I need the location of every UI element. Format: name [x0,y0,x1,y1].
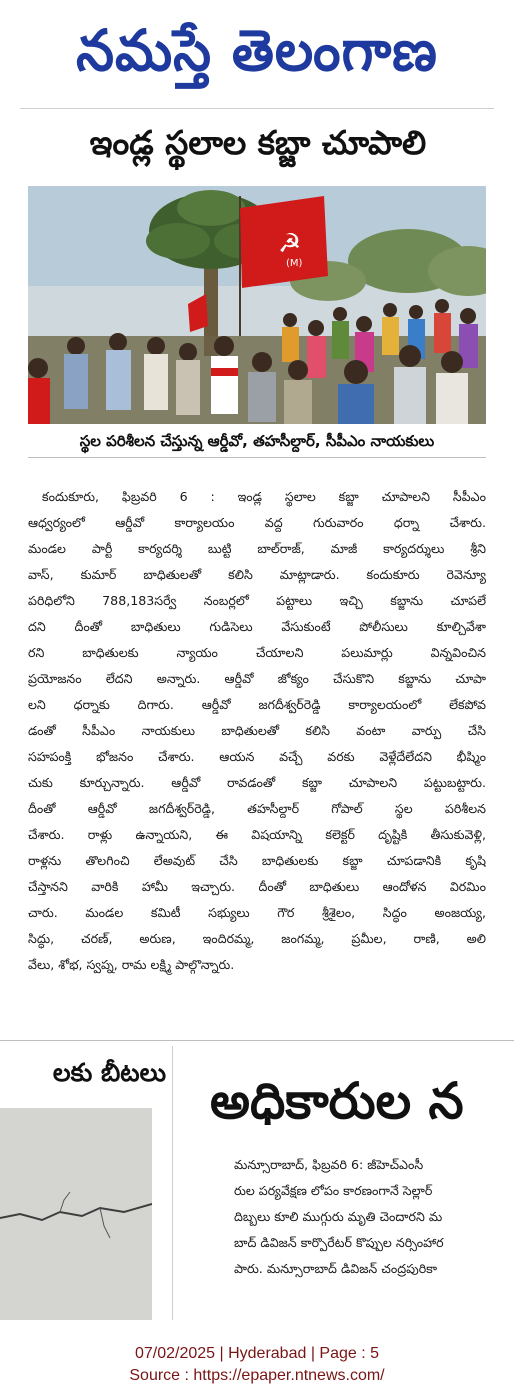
newspaper-title: నమస్తే తెలంగాణ [76,16,438,84]
article-line: చుకు కూర్చున్నారు. ఆర్డీవో రావడంతో కబ్జా చూపాలని పట్టుబట్టారు. [28,775,486,790]
main-headline: ఇండ్ల స్థలాల కబ్జా చూపాలి [89,122,427,162]
cracked-wall-photo [0,1108,152,1320]
article-line: సిద్ధు, చరణ్, అరుణ, ఇందిరమ్మ, జంగమ్మ, ప్రమీల, రాణి, అలి [28,931,486,946]
article-line: చేస్తానని వారికి హామీ ఇచ్చారు. దీంతో బాధితులు ఆందోళన విరమిం [28,879,486,894]
masthead-divider [20,108,494,109]
article-line: చేశారు. రాళ్లు ఉన్నాయని, ఈ విషయాన్ని కలెక్టర్ దృష్టికి తీసుకువెళ్లి, [28,827,486,842]
right-article-body [234,1152,514,1282]
article-line: రాళ్లను తొలగించి లేఅవుట్ చేసి బాధితులకు కబ్జా చూపడానికి కృషి [28,853,486,868]
article-line: డంతో సీపీఎం నాయకులు బాధితులతో కలిసి వంటా వార్పు చేసి [28,723,486,738]
page-footer [0,1330,514,1400]
article-line: బాద్ డివిజన్ కార్పొరేటర్ కొప్పుల నర్సింహార [234,1235,444,1250]
flag-label: (M) [286,258,303,269]
photo-caption: స్థల పరిశీలన చేస్తున్న ఆర్డీవో, తహసీల్దార్, సీపీఎం నాయకులు [28,428,486,458]
protest-photo-illustration [28,186,486,424]
crack-illustration [0,1108,152,1320]
article-line: దీంతో ఆర్డీవో జగదీశ్వర్‌రెడ్డి, తహసీల్దార్ గోపాల్ స్థల పరిశీలన [28,801,486,816]
footer-source-link[interactable]: Source : https://epaper.ntnews.com/ [129,1367,385,1384]
article-line: పరిధిలోని 788,183సర్వే నంబర్లలో పట్టాలు ఇచ్చి కబ్జాను చూపలే [28,593,486,608]
article-line: రుల పర్యవేక్షణ లోపం కారణంగానే సెల్లార్ [234,1183,433,1198]
article-line: మన్సూరాబాద్, ఫిబ్రవరి 6: జీహెచ్‌ఎంసీ [234,1157,424,1172]
article-line: రని బాధితులకు న్యాయం చేయాలని పలుమార్లు విన్నవించిన [28,645,486,660]
article-line: చారు. మండల కమిటీ సభ్యులు గౌర శ్రీశైలం, సిద్ధం అంజయ్య, [28,905,486,920]
article-line: ప్రయోజనం లేదని అన్నారు. ఆర్డీవో జోక్యం చేసుకొని కబ్జాను చూపా [28,671,486,686]
article-line: దిబ్బలు కూలి ముగ్గురు మృతి చెందారని మ [234,1209,443,1224]
article-line: దని దీంతో బాధితులు గుడిసెలు వేసుకుంటే పోలీసులు కూల్చివేశా [28,619,486,634]
main-article-body [28,484,486,978]
footer-date-line: 07/02/2025 | Hyderabad | Page : 5 [134,1345,380,1362]
article-line: ఆధ్వర్యంలో ఆర్డీవో కార్యాలయం వద్ద గురువారం ధర్నా చేశారు. [28,515,486,530]
article-line: మండల పార్టీ కార్యదర్శి బుట్టి బాల్‌రాజ్, మాజీ కార్యదర్శులు శ్రీని [28,541,486,556]
masthead [0,0,514,100]
news-photo [28,186,486,424]
article-line: వేలు, శోభ, స్వప్న, రామ లక్ష్మి పాల్గొన్నారు. [28,957,235,972]
right-story-headline: అధికారుల న [210,1072,464,1130]
section-divider [0,1040,514,1041]
article-line: పారు. మన్సూరాబాద్ డివిజన్ చంద్రపురికా [234,1261,438,1276]
article-line: లని ధర్నాకు దిగారు. ఆర్డీవో జగదీశ్వర్‌రెడ్డి కార్యాలయంలో లేకపోవ [28,697,486,712]
article-line: సహపంక్తి భోజనం చేశారు. ఆయన వచ్చే వరకు వెళ్లేదేలేదని భీష్మిం [28,749,486,764]
article-line: వాస్, కుమార్ బాధితులతో కలిసి మాట్లాడారు. కందుకూరు రెవెన్యూ [28,567,486,582]
svg-text:☭: ☭ [278,229,302,259]
left-story-headline: లకు బీటలు [52,1058,166,1087]
column-divider [172,1046,173,1320]
article-line: కందుకూరు, ఫిబ్రవరి 6 : ఇండ్ల స్థలాల కబ్జా చూపాలని సీపీఎం [42,489,486,504]
